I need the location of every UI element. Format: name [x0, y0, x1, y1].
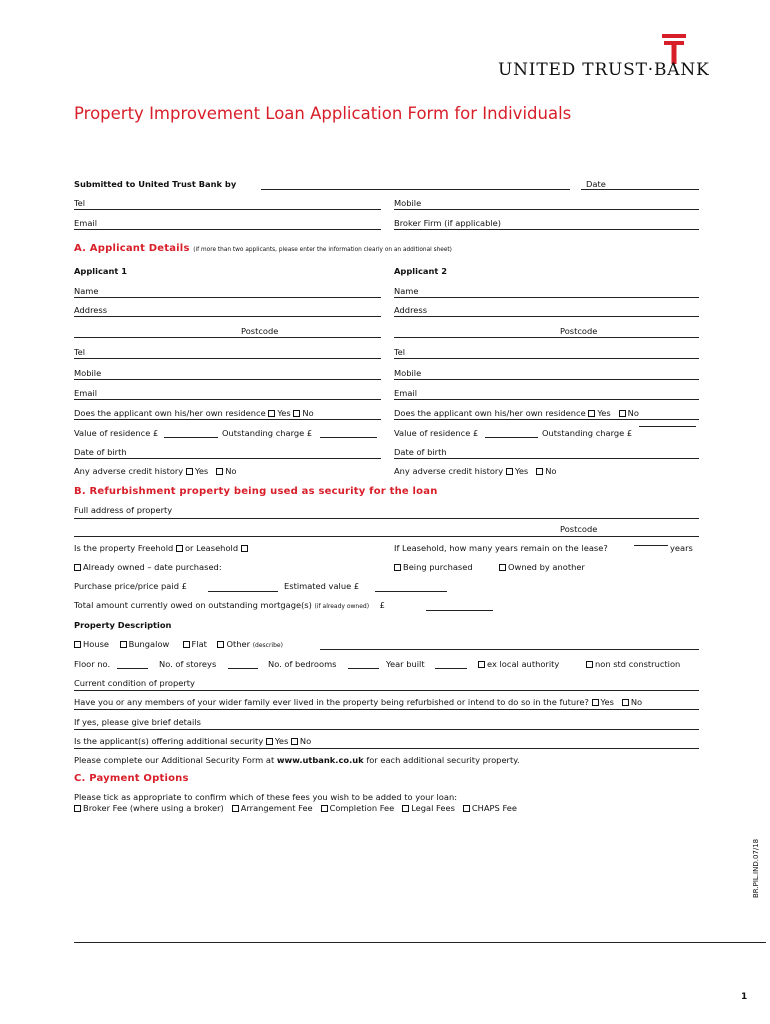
describe-note: (describe): [252, 642, 283, 649]
form-reference: BR.PIL.IND.07/18: [752, 838, 760, 898]
year-built-field[interactable]: [435, 668, 467, 669]
freehold-label: Is the property Freehold: [74, 543, 174, 553]
a1-value-field[interactable]: [164, 437, 218, 438]
tel-label: Tel: [74, 198, 86, 208]
leasehold-label: or Leasehold: [184, 543, 239, 553]
page-title: Property Improvement Loan Application Form for Individuals: [74, 104, 572, 123]
a2-adverse-yes-checkbox[interactable]: [506, 468, 513, 475]
a1-address-field[interactable]: [74, 316, 381, 317]
a2-tel-field[interactable]: [394, 358, 699, 359]
years-label: years: [670, 543, 693, 553]
footer-divider: [74, 942, 766, 943]
a2-name-field[interactable]: [394, 297, 699, 298]
a2-adverse-no-label: No: [545, 466, 557, 476]
submitted-label: Submitted to United Trust Bank by: [74, 179, 237, 189]
a2-adverse-yes-label: Yes: [514, 466, 529, 476]
applicant-1-heading: Applicant 1: [74, 266, 128, 276]
additional-security-row: [74, 736, 311, 746]
a2-postcode-label: Postcode: [560, 326, 598, 336]
being-purchased-label: Being purchased: [403, 562, 473, 572]
house-checkbox[interactable]: [74, 641, 81, 648]
a1-email-field[interactable]: [74, 399, 381, 400]
leasehold-checkbox[interactable]: [241, 545, 248, 552]
freehold-checkbox[interactable]: [176, 545, 183, 552]
section-a-note: (if more than two applicants, please enter the information clearly on an additional sheet): [193, 247, 452, 253]
a2-postcode-field[interactable]: [394, 337, 699, 338]
a2-address-label: Address: [394, 305, 428, 315]
a1-own-residence-label: Does the applicant own his/her own residence: [74, 408, 266, 418]
a1-postcode-field[interactable]: [74, 337, 381, 338]
family-divider: [74, 709, 699, 710]
family-yes-checkbox[interactable]: [592, 699, 599, 706]
condition-label: Current condition of property: [74, 678, 195, 688]
lease-years-label: If Leasehold, how many years remain on the lease?: [394, 543, 608, 553]
family-no-label: No: [630, 697, 643, 707]
a1-email-label: Email: [74, 388, 98, 398]
a1-postcode-label: Postcode: [241, 326, 279, 336]
a2-adverse-label: Any adverse credit history: [394, 466, 504, 476]
a1-adverse-label: Any adverse credit history: [74, 466, 184, 476]
a1-adverse-no-label: No: [225, 466, 237, 476]
fees-row: [74, 803, 517, 813]
additional-no-label: No: [299, 736, 312, 746]
year-built-label: Year built: [386, 659, 425, 669]
other-checkbox[interactable]: [217, 641, 224, 648]
a1-outstanding-field[interactable]: [320, 437, 377, 438]
arrangement-fee-checkbox[interactable]: [232, 805, 239, 812]
bedrooms-label: No. of bedrooms: [268, 659, 337, 669]
chaps-fee-label: CHAPS Fee: [471, 803, 517, 813]
note-post: for each additional security property.: [366, 755, 520, 765]
a1-own-yes-label: Yes: [277, 408, 291, 418]
mobile-field[interactable]: [394, 209, 699, 210]
b-postcode-label: Postcode: [560, 524, 598, 534]
date-label: Date: [586, 179, 606, 189]
a1-outstanding-label: Outstanding charge £: [222, 428, 313, 438]
other-label: Other: [226, 639, 251, 649]
ex-local-checkbox[interactable]: [478, 661, 485, 668]
section-b-heading: B. Refurbishment property being used as security for the loan: [74, 486, 438, 497]
a2-own-no-checkbox[interactable]: [619, 410, 626, 417]
estimated-value-field[interactable]: [375, 591, 447, 592]
a2-address-field[interactable]: [394, 316, 699, 317]
a2-tel-label: Tel: [394, 347, 406, 357]
property-description-heading: Property Description: [74, 620, 172, 630]
broker-firm-label: Broker Firm (if applicable): [394, 218, 502, 228]
purchase-price-label: Purchase price/price paid £: [74, 581, 187, 591]
additional-yes-checkbox[interactable]: [266, 738, 273, 745]
full-address-field[interactable]: [74, 518, 699, 519]
a1-own-yes-checkbox[interactable]: [268, 410, 275, 417]
payment-instruction: Please tick as appropriate to confirm which of these fees you wish to be added to your loan:: [74, 792, 458, 802]
legal-fees-label: Legal Fees: [411, 803, 455, 813]
purchase-price-field[interactable]: [208, 591, 278, 592]
a2-own-no-label: No: [627, 408, 639, 418]
tenure-row: [74, 543, 250, 553]
a2-own-yes-label: Yes: [597, 408, 611, 418]
a2-email-label: Email: [394, 388, 418, 398]
submitted-field[interactable]: [261, 189, 570, 190]
section-c-heading: C. Payment Options: [74, 773, 189, 784]
broker-fee-checkbox[interactable]: [74, 805, 81, 812]
a1-tel-field[interactable]: [74, 358, 381, 359]
additional-yes-label: Yes: [274, 736, 289, 746]
a2-outstanding-field[interactable]: [639, 426, 696, 427]
total-owed-pound: £: [379, 600, 385, 610]
logo-text: UNITED TRUST·BANK: [498, 60, 710, 80]
if-yes-field[interactable]: [74, 729, 699, 730]
a2-name-label: Name: [394, 286, 419, 296]
a2-email-field[interactable]: [394, 399, 699, 400]
a2-mobile-field[interactable]: [394, 379, 699, 380]
b-postcode-field[interactable]: [74, 536, 699, 537]
a1-adverse: [74, 466, 236, 476]
additional-divider: [74, 748, 699, 749]
chaps-fee-checkbox[interactable]: [463, 805, 470, 812]
a2-value-label: Value of residence £: [394, 428, 479, 438]
property-type-row: [74, 639, 283, 651]
additional-security-note: [74, 755, 520, 765]
storeys-label: No. of storeys: [159, 659, 217, 669]
a1-adverse-no-checkbox[interactable]: [216, 468, 223, 475]
a1-own-no-label: No: [302, 408, 314, 418]
a1-dob-field[interactable]: [74, 458, 381, 459]
note-pre: Please complete our Additional Security Form at: [74, 755, 275, 765]
additional-no-checkbox[interactable]: [291, 738, 298, 745]
a1-tel-label: Tel: [74, 347, 86, 357]
flat-checkbox[interactable]: [183, 641, 190, 648]
if-yes-label: If yes, please give brief details: [74, 717, 201, 727]
total-owed-label: Total amount currently owed on outstanding mortgage(s): [74, 600, 312, 610]
family-no-checkbox[interactable]: [622, 699, 629, 706]
bungalow-label: Bungalow: [128, 639, 170, 649]
bungalow-checkbox[interactable]: [120, 641, 127, 648]
broker-fee-label: Broker Fee (where using a broker): [83, 803, 224, 813]
additional-security-label: Is the applicant(s) offering additional security: [74, 736, 264, 746]
a1-address-label: Address: [74, 305, 108, 315]
a2-value-field[interactable]: [485, 437, 538, 438]
a2-own-residence: [394, 408, 639, 418]
a2-outstanding-label: Outstanding charge £: [542, 428, 633, 438]
broker-firm-field[interactable]: [394, 229, 699, 230]
being-purchased-checkbox[interactable]: [394, 564, 401, 571]
a1-value-label: Value of residence £: [74, 428, 159, 438]
house-label: House: [83, 639, 110, 649]
floor-no-field[interactable]: [117, 668, 148, 669]
already-owned-label: Already owned – date purchased:: [83, 562, 222, 572]
other-describe-field[interactable]: [320, 649, 699, 650]
a2-adverse: [394, 466, 556, 476]
completion-fee-label: Completion Fee: [329, 803, 395, 813]
section-a-heading: A. Applicant Details (if more than two applicants, please enter the information clearly on an additional sheet): [74, 243, 452, 254]
a2-adverse-no-checkbox[interactable]: [536, 468, 543, 475]
floor-no-label: Floor no.: [74, 659, 111, 669]
estimated-value-label: Estimated value £: [284, 581, 360, 591]
a1-name-field[interactable]: [74, 297, 381, 298]
owned-by-another-label: Owned by another: [508, 562, 585, 572]
lease-years-field[interactable]: [634, 545, 668, 546]
non-std-checkbox[interactable]: [586, 661, 593, 668]
bedrooms-field[interactable]: [348, 668, 379, 669]
page-number: 1: [741, 992, 748, 1002]
family-question: Have you or any members of your wider family ever lived in the property being refurbished or intend to do so in the future?: [74, 697, 589, 707]
condition-field[interactable]: [74, 690, 699, 691]
non-std-label: non std construction: [595, 659, 681, 669]
a2-mobile-label: Mobile: [394, 368, 422, 378]
a2-own-divider: [394, 419, 699, 420]
website-link[interactable]: www.utbank.co.uk: [276, 755, 364, 765]
a1-own-divider: [74, 419, 381, 420]
legal-fees-checkbox[interactable]: [402, 805, 409, 812]
non-std-row: [586, 659, 680, 669]
a1-adverse-yes-checkbox[interactable]: [186, 468, 193, 475]
a2-own-yes-checkbox[interactable]: [588, 410, 595, 417]
already-owned-checkbox[interactable]: [74, 564, 81, 571]
flat-label: Flat: [191, 639, 207, 649]
email-field[interactable]: [74, 229, 381, 230]
storeys-field[interactable]: [228, 668, 258, 669]
a1-own-residence: [74, 408, 314, 418]
already-owned-row: [74, 562, 222, 572]
date-field[interactable]: [581, 189, 699, 190]
mobile-label: Mobile: [394, 198, 422, 208]
completion-fee-checkbox[interactable]: [321, 805, 328, 812]
if-owned-note: (if already owned): [314, 603, 370, 610]
total-owed-field[interactable]: [426, 610, 493, 611]
owned-by-another-checkbox[interactable]: [499, 564, 506, 571]
a1-own-no-checkbox[interactable]: [293, 410, 300, 417]
ex-local-row: [478, 659, 559, 669]
arrangement-fee-label: Arrangement Fee: [240, 803, 313, 813]
a1-mobile-field[interactable]: [74, 379, 381, 380]
family-yes-label: Yes: [600, 697, 614, 707]
ex-local-label: ex local authority: [487, 659, 560, 669]
a1-mobile-label: Mobile: [74, 368, 102, 378]
tel-field[interactable]: [74, 209, 381, 210]
total-owed-row: [74, 600, 385, 612]
email-label: Email: [74, 218, 98, 228]
a1-adverse-yes-label: Yes: [194, 466, 209, 476]
owned-by-another-row: [499, 562, 585, 572]
a1-dob-label: Date of birth: [74, 447, 127, 457]
a2-own-residence-label: Does the applicant own his/her own residence: [394, 408, 586, 418]
a1-name-label: Name: [74, 286, 99, 296]
a2-dob-field[interactable]: [394, 458, 699, 459]
applicant-2-heading: Applicant 2: [394, 266, 448, 276]
family-row: [74, 697, 642, 707]
full-address-label: Full address of property: [74, 505, 173, 515]
being-purchased-row: [394, 562, 473, 572]
a2-dob-label: Date of birth: [394, 447, 447, 457]
